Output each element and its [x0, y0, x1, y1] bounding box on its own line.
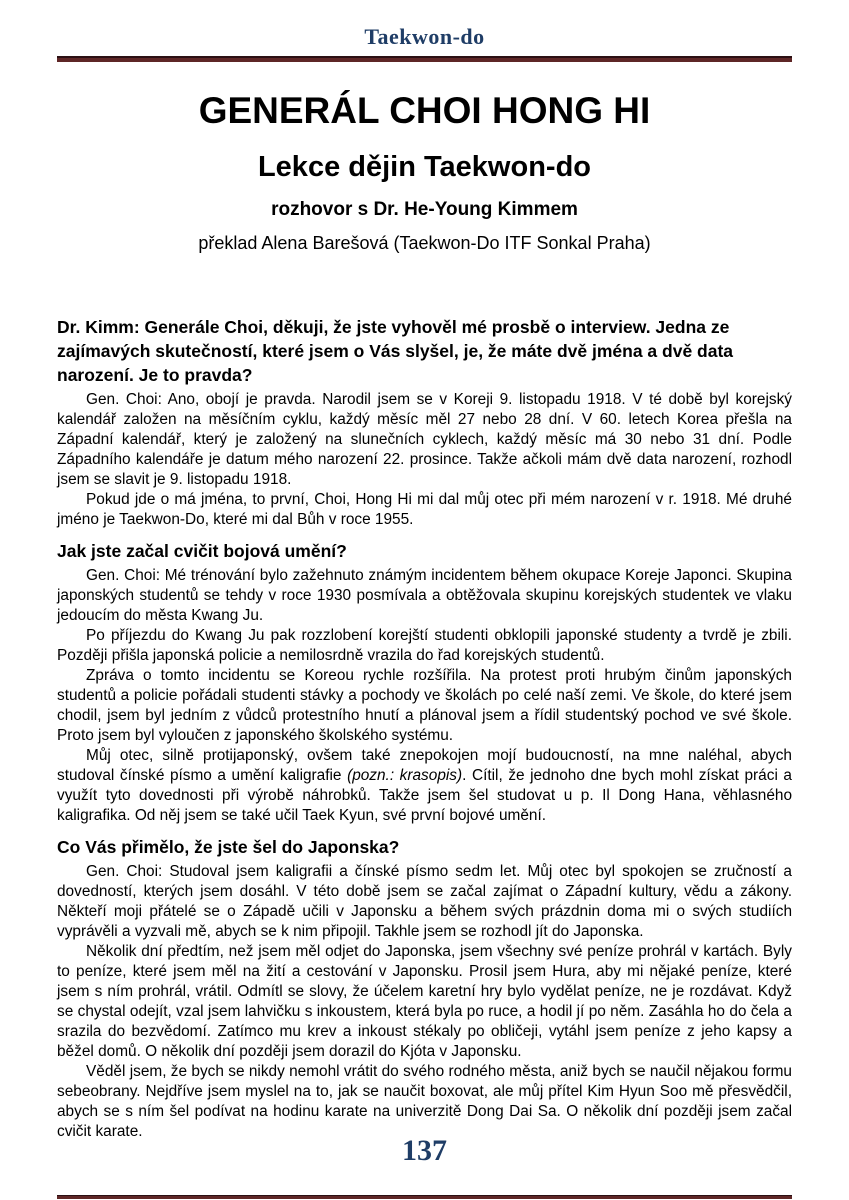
answer-paragraph	[57, 746, 792, 826]
answer-paragraph: Gen. Choi: Ano, obojí je pravda. Narodil jsem se v Koreji 9. listopadu 1918. V té době byl korejský kalendář založen na měsíčním cyklu, každý měsíc měl 27 nebo 28 dní. V 60. letech Korea přešla na Západní kalendář, který je založený na slunečních cyklech, každý měsíc má 30 nebo 31 dní. Podle Západního kalendáře je datum mého narození 22. prosince. Takže ačkoli mám dvě data narození, rozhodl jsem se slavit je 9. listopadu 1918.	[57, 391, 792, 488]
answer-paragraph: Zpráva o tomto incidentu se Koreou rychle rozšířila. Na protest proti hrubým činům japonských studentů a policie pořádali studenti stávky a pochody ve školách po celé naší zemi. Ve škole, do které jsem chodil, jsem byl jedním z vůdců protestního hnutí a plánoval jsem a řídil studentský pochod ve své škole. Proto jsem byl vyloučen z japonského školského systému.	[57, 667, 792, 744]
question-heading: Co Vás přimělo, že jste šel do Japonska?	[57, 837, 400, 857]
page-number: 137	[402, 1134, 447, 1167]
header-rule	[57, 56, 792, 62]
answer-paragraph: Pokud jde o má jména, to první, Choi, Hong Hi mi dal můj otec při mém narození v r. 1918. Mé druhé jméno je Taekwon-Do, které mi dal Bůh v roce 1955.	[57, 491, 792, 528]
question-heading: Dr. Kimm: Generále Choi, děkuji, že jste vyhověl mé prosbě o interview. Jedna ze zajímavých skutečností, které jsem o Vás slyšel, je, že máte dvě jména a dvě data narození. Je to pravda?	[57, 317, 734, 385]
page-subtitle: Lekce dějin Taekwon-do	[257, 151, 592, 183]
answer-paragraph: Gen. Choi: Studoval jsem kaligrafii a čínské písmo sedm let. Můj otec byl spokojen se zručností a dovedností, kterých jsem dosáhl. V této době jsem se začal zajímat o Západní kultury, vědu a zákony. Někteří moji přátelé se o Západě učili v Japonsku a během svých prázdnin doma mi o svých studiích vyprávěli a vyzvali mě, abych se k nim připojil. Takhle jsem se rozhodl jít do Japonska.	[57, 863, 792, 940]
answer-paragraph: Gen. Choi: Mé trénování bylo zažehnuto známým incidentem během okupace Koreje Japonci. Skupina japonských studentů se tehdy v roce 1930 posmívala a obtěžovala skupinu korejských studentek ve vlaku jedoucím do města Kwang Ju.	[57, 567, 792, 624]
translation-credit: překlad Alena Barešová (Taekwon-Do ITF Sonkal Praha)	[198, 233, 651, 253]
answer-paragraph: Věděl jsem, že bych se nikdy nemohl vrátit do svého rodného města, aniž bych se naučil nějakou formu sebeobrany. Nejdříve jsem myslel na to, jak se naučit boxovat, ale můj přítel Kim Hyun Soo mě přesvědčil, abych se s ním šel podívat na hodinu karate na univerzitě Dong Dai Sa. O několik dní později jsem začal cvičit karate.	[57, 1063, 792, 1140]
answer-paragraph: Po příjezdu do Kwang Ju pak rozzlobení korejští studenti obklopili japonské studenty a tvrdě je zbili. Později přišla japonská policie a nemilosrdně vrazila do řad korejských studentů.	[57, 627, 792, 664]
page-title: GENERÁL CHOI HONG HI	[198, 90, 651, 131]
answer-paragraph: Několik dní předtím, než jsem měl odjet do Japonska, jsem všechny své peníze prohrál v kartách. Byly to peníze, které jsem měl na žití a cestování v Japonsku. Prosil jsem Hura, aby mi nějaké peníze, které jsem s ním prohrál, vrátil. Odmítl se slovy, že účelem karetní hry bylo vydělat peníze, ne je rozdávat. Když se chystal odejít, vzal jsem lahvičku s inkoustem, která byla po ruce, a hodil jí po něm. Zasáhla ho do čela a srazila do bezvědomí. Zatímco mu krev a inkoust stékaly po obličeji, vytáhl jsem peníze z jeho kapsy a běžel domů. O několik dní později jsem dorazil do Kjóta v Japonsku.	[57, 943, 792, 1060]
paragraph-text: Můj otec, silně protijaponský, ovšem také znepokojen mojí budoucností, na mne naléhal, abych studoval čínské písmo a umění kaligrafie	[57, 747, 792, 784]
italic-note: (pozn.: krasopis)	[347, 767, 463, 784]
running-header: Taekwon-do	[364, 24, 485, 49]
paragraph-text: . Cítil, že jednoho dne bych mohl získat práci a využít tyto dovednosti při výrobě náhrobků. Takže jsem šel studovat u p. Il Dong Hana, věhlasného kaligrafika. Od něj jsem se také učil Taek Kyun, své první bojové umění.	[57, 767, 792, 824]
footer-rule	[57, 1195, 792, 1199]
interview-credit: rozhovor s Dr. He-Young Kimmem	[271, 199, 578, 220]
article-body	[57, 315, 792, 1142]
question-heading: Jak jste začal cvičit bojová umění?	[57, 541, 347, 561]
